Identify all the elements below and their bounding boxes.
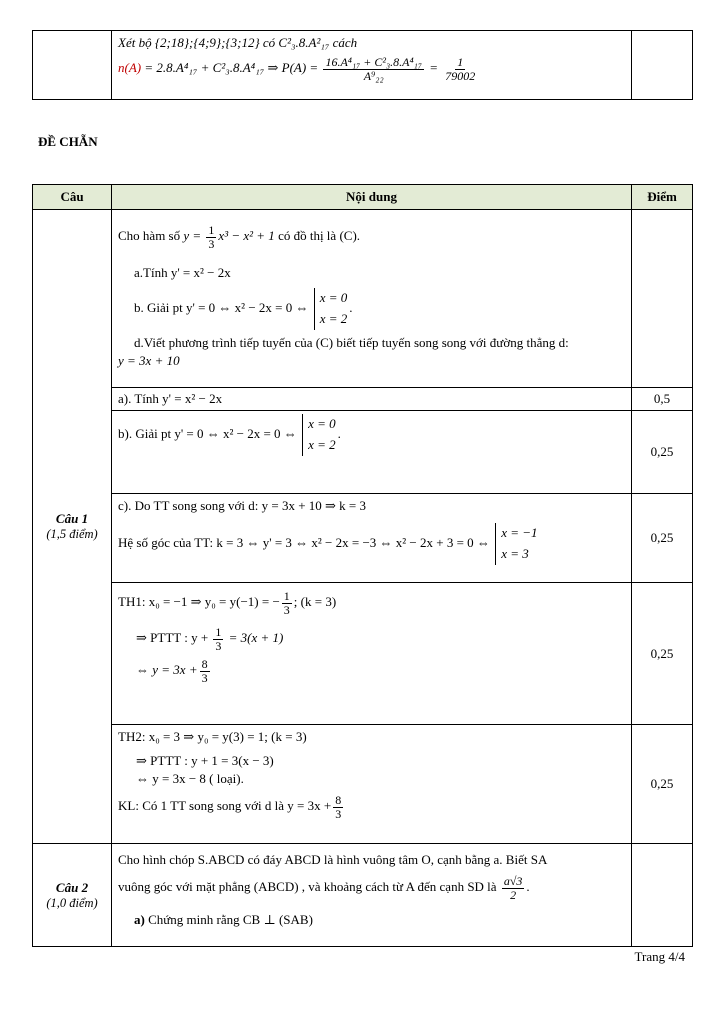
fraction xyxy=(282,590,292,616)
solution-1: x = 0 xyxy=(308,416,336,431)
case-1-text: TH1: x₀ = −1 ⇒ y₀ = y(−1) = − xyxy=(118,594,280,610)
header-points: Điểm xyxy=(632,185,693,210)
question-2-line-2 xyxy=(118,875,625,901)
question-2-task-a xyxy=(118,911,625,929)
task-d-line: y = 3x + 10 xyxy=(118,352,180,368)
fraction xyxy=(200,658,210,684)
fraction-numerator: 8 xyxy=(201,657,208,672)
fraction-denominator: 79002 xyxy=(445,68,476,83)
solution-1: x = −1 xyxy=(501,525,538,540)
case-2 xyxy=(112,725,632,844)
points-cell xyxy=(632,844,693,947)
probability-fraction xyxy=(323,56,424,82)
fraction-numerator: 1 xyxy=(215,625,222,640)
fraction-denominator: 2 xyxy=(510,887,517,902)
solution-system xyxy=(302,414,336,456)
fraction-denominator: 3 xyxy=(335,806,342,821)
combination-text: Xét bộ {2;18};{4;9};{3;12} có C²₃.8.A²₁₇ cách xyxy=(118,35,358,50)
header-question: Câu xyxy=(33,185,112,210)
header-content: Nội dung xyxy=(112,185,632,210)
question-1-statement xyxy=(112,210,632,388)
distance-text: vuông góc với mặt phẳng (ABCD) , và khoảng cách từ A đến cạnh SD là xyxy=(118,879,497,895)
table-row xyxy=(33,411,693,494)
function-definition xyxy=(118,224,625,250)
table-row xyxy=(33,31,693,100)
fraction-numerator: 1 xyxy=(208,223,215,237)
answer-c xyxy=(112,494,632,583)
fraction xyxy=(502,875,525,901)
solution-system xyxy=(314,288,348,330)
solution-2: x = 2 xyxy=(319,310,348,326)
slope-equation: Hệ số góc của TT: k = 3 ⇔ y' = 3 ⇔ x² − 2x = −3 ⇔ x² − 2x + 3 = 0 ⇔ xyxy=(118,534,490,550)
points-case-1: 0,25 xyxy=(632,583,693,725)
case-2-line-3: ⇔ y = 3x − 8 ( loại). xyxy=(136,771,244,786)
answer-c-line-2 xyxy=(118,523,625,565)
points-b: 0,25 xyxy=(632,411,693,494)
task-a-label: a) xyxy=(134,912,145,928)
table-row xyxy=(33,210,693,388)
case-1 xyxy=(112,583,632,725)
function-eq: y = xyxy=(183,228,205,244)
fraction xyxy=(213,626,223,652)
fraction-numerator: a√3 xyxy=(503,874,523,888)
question-1-label-cell xyxy=(33,210,112,844)
fraction-numerator: 16.A⁴₁₇ + C²₃.8.A⁴₁₇ xyxy=(325,55,423,69)
fraction xyxy=(333,794,343,820)
table-header-row xyxy=(33,185,693,210)
table-row xyxy=(33,583,693,725)
points-c: 0,25 xyxy=(632,494,693,583)
table-row xyxy=(33,494,693,583)
content-cell xyxy=(112,31,632,100)
function-eq-tail: x³ − x² + 1 xyxy=(218,228,275,244)
task-a: a.Tính y' = x² − 2x xyxy=(134,265,231,281)
task-b-text: b. Giải pt y' = 0 ⇔ x² − 2x = 0 ⇔ xyxy=(134,299,309,315)
points-cell xyxy=(632,31,693,100)
conclusion-text: KL: Có 1 TT song song với d là y = 3x + xyxy=(118,798,332,814)
probability-result-fraction xyxy=(443,56,477,82)
question-2-label: Câu 2 xyxy=(55,879,89,895)
points-case-2: 0,25 xyxy=(632,725,693,844)
table-row xyxy=(33,844,693,947)
fraction-denominator: 3 xyxy=(215,638,222,653)
question-2-label-cell xyxy=(33,844,112,947)
tangent-result: ⇔ y = 3x + xyxy=(136,662,198,678)
question-2-statement xyxy=(112,844,632,947)
solution-1: x = 0 xyxy=(319,290,348,306)
case-1-line-2 xyxy=(118,626,625,652)
question-2-line-1: Cho hình chóp S.ABCD có đáy ABCD là hình vuông tâm O, cạnh bằng a. Biết SA xyxy=(118,852,548,867)
fraction-denominator: 3 xyxy=(208,236,215,251)
event-count-label: n(A) xyxy=(118,60,142,76)
intro-text: Cho hàm số xyxy=(118,228,181,244)
case-1-line-1 xyxy=(118,590,625,616)
solution-system xyxy=(495,523,537,565)
conclusion xyxy=(118,794,625,820)
question-1-points-label: (1,5 điểm) xyxy=(46,527,98,541)
fraction-numerator: 1 xyxy=(457,55,464,69)
previous-answer-table xyxy=(32,30,693,100)
answer-a: a). Tính y' = x² − 2x xyxy=(112,388,632,411)
event-count-expression: = 2.8.A⁴₁₇ + C²₃.8.A⁴₁₇ ⇒ P(A) = xyxy=(144,60,319,76)
answer-b-line xyxy=(118,414,625,456)
probability-formula: n(A) = 2.8.A⁴₁₇ + C²₃.8.A⁴₁₇ ⇒ P(A) = $\frac{\text{16.A⁴₁₇ + C²₃.8.A⁴₁₇}}{\text{A⁹₂₂}}$ = $\frac{1}{79002}$ xyxy=(118,55,476,83)
solution-2: x = 3 xyxy=(501,545,529,561)
question-1-label: Câu 1 xyxy=(55,511,89,526)
fraction-denominator: 3 xyxy=(201,670,208,685)
case-1-slope: ; (k = 3) xyxy=(293,594,337,610)
case-2-line-2: ⇒ PTTT : y + 1 = 3(x − 3) xyxy=(136,753,274,768)
answer-c-line-1: c). Do TT song song với d: y = 3x + 10 ⇒ k = 3 xyxy=(118,498,367,513)
case-2-line-1: TH2: x₀ = 3 ⇒ y₀ = y(3) = 1; (k = 3) xyxy=(118,729,307,744)
fraction-numerator: 1 xyxy=(283,589,290,603)
period: . xyxy=(337,425,341,441)
fraction-numerator: 8 xyxy=(335,793,342,807)
answer-table xyxy=(32,184,693,947)
answer-b xyxy=(112,411,632,494)
fraction-denominator: 3 xyxy=(283,602,290,617)
answer-b-text: b). Giải pt y' = 0 ⇔ x² − 2x = 0 ⇔ xyxy=(118,425,297,441)
points-cell xyxy=(632,210,693,388)
table-row xyxy=(33,725,693,844)
task-a-text: Chứng minh rằng CB ⊥ (SAB) xyxy=(148,912,313,928)
fraction-denominator: A⁹₂₂ xyxy=(363,68,384,83)
section-title: ĐỀ CHẴN xyxy=(38,134,98,149)
question-cell xyxy=(33,31,112,100)
table-row xyxy=(33,388,693,411)
page-number: Trang 4/4 xyxy=(634,949,685,964)
task-b xyxy=(118,288,625,330)
period: . xyxy=(526,879,530,895)
task-d: d.Viết phương trình tiếp tuyến của (C) biết tiếp tuyến song song với đường thẳng d: xyxy=(134,334,569,350)
period: . xyxy=(349,299,353,315)
one-third-fraction xyxy=(206,224,216,250)
points-a: 0,5 xyxy=(632,388,693,411)
solution-2: x = 2 xyxy=(308,436,336,452)
tangent-eq-rhs: = 3(x + 1) xyxy=(228,630,284,646)
intro-post-text: có đồ thị là (C). xyxy=(278,228,361,244)
question-2-points-label: (1,0 điểm) xyxy=(46,895,98,910)
case-1-line-3 xyxy=(118,658,625,684)
tangent-eq-text: ⇒ PTTT : y + xyxy=(136,630,209,646)
